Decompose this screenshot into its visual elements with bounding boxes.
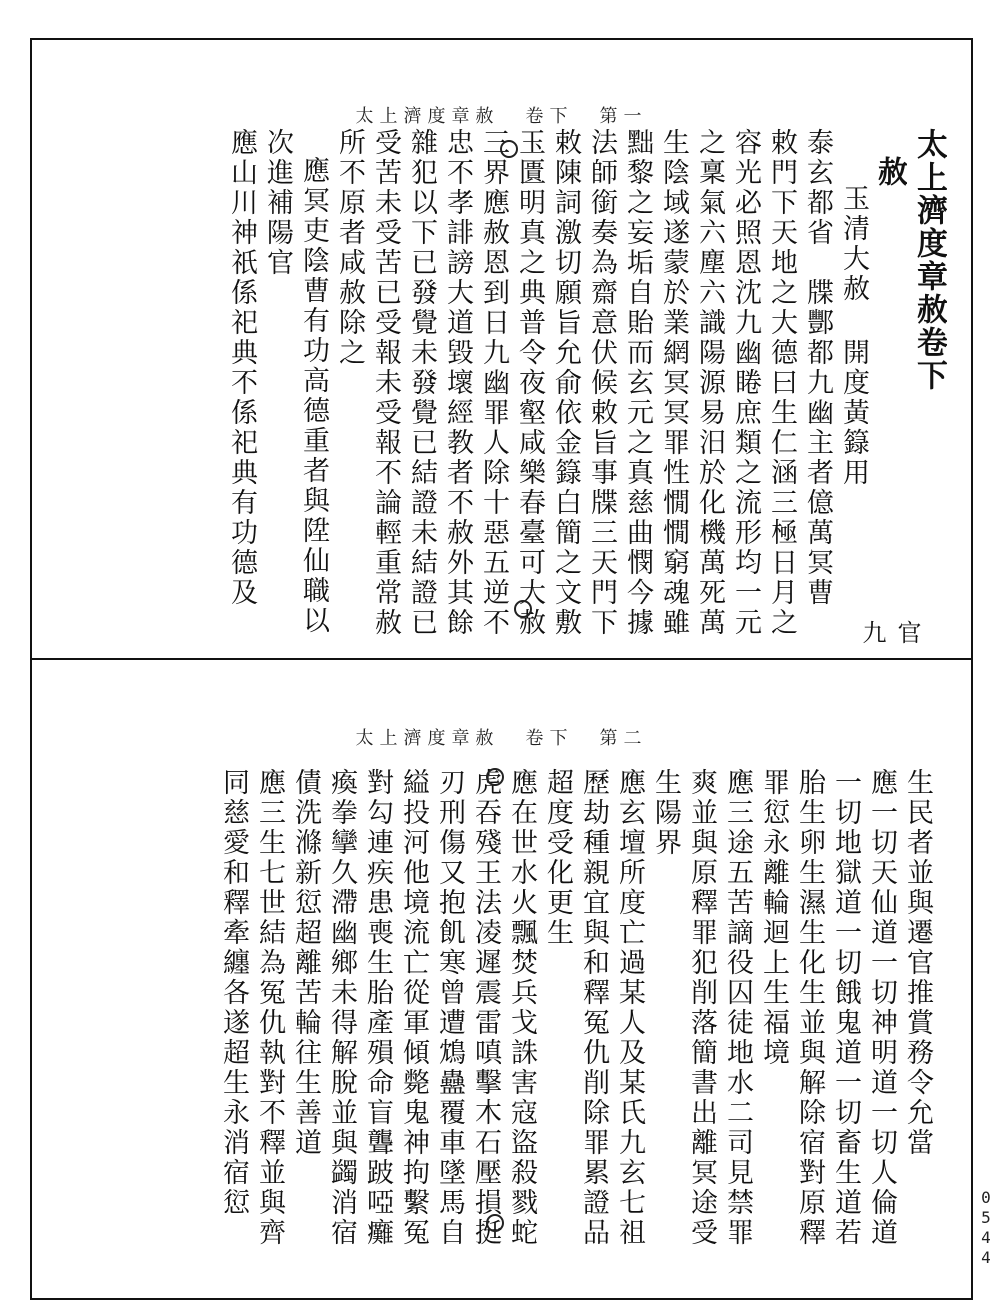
header-title: 太上濟度章赦 [355,728,500,749]
side-digit: 0 [981,1188,991,1207]
circle-mark [514,600,532,618]
text-column: 爽並與原釋罪犯削落簡書出離冥途受 [686,768,717,1248]
circle-mark [500,140,518,158]
text-column: 太上濟度章赦卷下 [911,128,947,392]
text-column: 敕陳詞激切願旨允俞依金籙白簡之文敷 [550,128,581,638]
text-column: 應山川神祇係祀典不係祀典有功德及 [226,128,257,608]
top-page [32,40,971,658]
text-column: 生民者並與遷官推賞務令允當 [902,768,933,1158]
text-column: 歷劫種親宜與和釋冤仇削除罪累證品 [578,768,609,1248]
header-volume: 卷下 [525,728,574,749]
text-column: 敕門下天地之大德曰生仁涵三極日月之 [766,128,797,638]
text-column: 應三途五苦謫役囚徒地水二司見禁罪 [722,768,753,1248]
text-column: 所不原者咸赦除之 [334,128,365,368]
text-column: 受苦未受苦已受報未受報不論輕重常赦 [370,128,401,638]
text-column: 應在世水火飄焚兵戈誅害寇盜殺戮蛇 [506,768,537,1248]
text-column: 應冥吏陰曹有功高德重者與陞仙職以 [298,156,329,636]
text-column: 應三生七世結為冤仇執對不釋並與齊 [254,768,285,1248]
text-column: 之稟氣六塵六識陽源易汨於化機萬死萬 [694,128,725,638]
header-volume: 卷下 [525,106,574,127]
header-page: 第一 [599,106,648,127]
side-digit: 5 [981,1208,991,1227]
text-column: 應玄壇所度亡過某人及某氏九玄七祖 [614,768,645,1248]
text-column: 虎吞殘王法凌遲震雷嗔擊木石壓損挺 [470,768,501,1248]
text-column: 次進補陽官 [262,128,293,278]
top-page-header [32,102,971,128]
text-column: 應一切天仙道一切神明道一切人倫道 [866,768,897,1248]
text-column: 忠不孝誹謗大道毀壞經教者不赦外其餘 [442,128,473,638]
text-column: 三界應赦恩到日九幽罪人除十惡五逆不 [478,128,509,638]
side-digit: 4 [981,1228,991,1247]
bottom-page-header [32,724,971,750]
circle-mark [486,1214,504,1232]
circle-mark [486,768,504,786]
text-column: 容光必照恩沈九幽睠庶類之流形均一元 [730,128,761,638]
header-page: 第二 [599,728,648,749]
text-column: 對勾連疾患喪生胎產殞命盲聾跛啞癱 [362,768,393,1248]
text-column: 雜犯以下已發覺未發覺已結證未結證已 [406,128,437,638]
text-column: 刃刑傷又抱飢寒曾遭鴆蠱覆車墜馬自 [434,768,465,1248]
text-column: 縊投河他境流亡從軍傾斃鬼神拘繫冤 [398,768,429,1248]
text-column: 生陽界 [650,768,681,858]
text-column: 生陰域遂蒙於業網冥冥罪性憪憪窮魂雖 [658,128,689,638]
text-column: 胎生卵生濕生化生並與解除宿對原釋 [794,768,825,1248]
text-column: 同慈愛和釋牽纏各遂超生永消宿愆 [218,768,249,1218]
text-column: 玉清大赦 開度黃籙用 [838,184,869,488]
page-mark: 官九 [858,620,921,644]
text-column: 赦 [872,156,907,189]
text-column: 法師銜奏為齋意伏候敕旨事牒三天門下 [586,128,617,638]
text-column: 債洗滌新愆超離苦輪往生善道 [290,768,321,1158]
text-column: 一切地獄道一切餓鬼道一切畜生道若 [830,768,861,1248]
bottom-text-columns [215,768,935,1288]
header-title: 太上濟度章赦 [355,106,500,127]
text-column: 罪愆永離輪迴上生福境 [758,768,789,1068]
text-column: 超度受化更生 [542,768,573,948]
bottom-page [32,660,971,1298]
text-column: 黜黎之妄垢自貽而玄元之真慈曲憫今據 [622,128,653,638]
text-column: 玉匱明真之典普令夜壑咸樂春臺可大赦 [514,128,545,638]
text-column: 泰玄都省 牒酆都九幽主者億萬冥曹 [802,128,833,608]
side-digit: 4 [981,1248,991,1267]
text-column: 瘓拳攣久滯幽鄉未得解脫並與蠲消宿 [326,768,357,1248]
side-page-number [978,1188,994,1268]
top-text-columns [223,128,947,648]
